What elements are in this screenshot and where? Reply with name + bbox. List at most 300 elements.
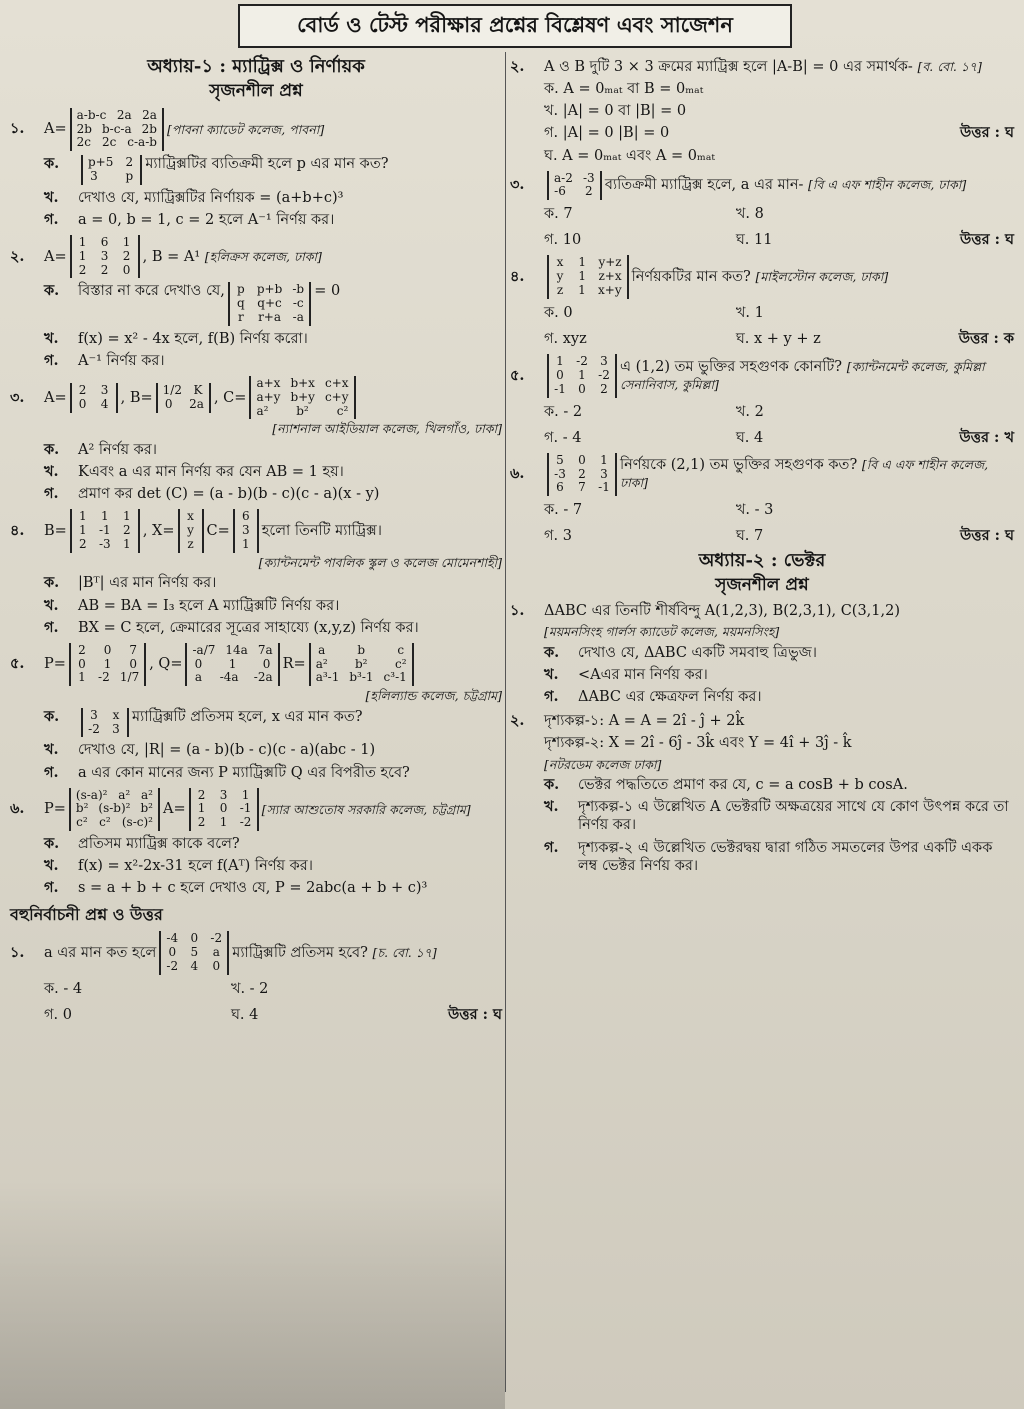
matrix <box>233 509 259 552</box>
matrix <box>70 509 140 552</box>
matrix-cell: z <box>556 283 564 298</box>
question-number: ৫. <box>510 366 525 384</box>
left-column <box>10 52 502 1029</box>
matrix-cell: p <box>125 168 134 183</box>
matrix-cell: 1 <box>197 801 206 816</box>
matrix-cell: x <box>112 707 120 722</box>
matrix-cell: 0 <box>168 945 177 960</box>
matrix-cell: -c <box>292 296 304 311</box>
section-title: সৃজনশীল প্রশ্ন <box>209 80 303 101</box>
matrix-cell: x+y <box>598 283 622 298</box>
question-source: [ক্যান্টনমেন্ট পাবলিক স্কুল ও কলেজ মোমেনশাহী] <box>258 554 502 570</box>
matrix-row <box>240 524 252 538</box>
part-label: খ. <box>44 188 59 206</box>
mcq-question <box>510 171 1014 201</box>
part-text: দেখাও যে, ΔABC একটি সমবাহু ত্রিভুজ। <box>578 644 817 661</box>
question-lhs: A= <box>162 801 186 818</box>
matrix-cell: 1 <box>556 354 564 369</box>
question-part <box>44 879 502 897</box>
matrix-cell: c+x <box>324 376 349 391</box>
matrix-cell: 1 <box>78 670 86 685</box>
matrix <box>249 376 355 419</box>
matrix-cell: -1 <box>598 480 610 495</box>
question-source: [হলিল্যান্ড কলেজ, চট্টগ্রাম] <box>365 688 502 704</box>
part-text: f(x) = x² - 4x হলে, f(B) নির্ণয় করো। <box>78 330 308 347</box>
matrix-row <box>554 468 610 482</box>
matrix-cell: 2 <box>585 184 593 199</box>
option: খ. - 3 <box>735 502 774 519</box>
matrix-cell: 1 <box>122 234 131 249</box>
matrix <box>159 931 229 974</box>
question <box>510 602 1014 620</box>
question-lhs: C= <box>206 523 230 540</box>
answer: উত্তর : ঘ <box>959 527 1014 545</box>
matrix-row <box>77 123 157 137</box>
part-label: ক. <box>44 835 60 853</box>
part-label: খ. <box>44 463 59 481</box>
matrix-cell: 1 <box>78 248 87 263</box>
question-lhs: A= <box>44 248 67 265</box>
matrix-cell: 7a <box>257 642 273 657</box>
question-source: [বি এ এফ শাহীন কলেজ, ঢাকা] <box>808 177 967 193</box>
matrix <box>69 643 146 686</box>
matrix-row <box>196 789 252 803</box>
part-text: দেখাও যে, |R| = (a - b)(b - c)(c - a)(abc - 1) <box>78 742 376 759</box>
question-number: ২. <box>510 58 525 75</box>
question-lhs: , C= <box>213 389 247 406</box>
question-lhs: A= <box>44 389 67 406</box>
matrix <box>70 383 118 413</box>
question-part <box>544 839 1014 875</box>
matrix-cell: 1/7 <box>119 670 140 685</box>
matrix-cell: 1 <box>78 523 87 538</box>
matrix-cell: 4 <box>190 959 199 974</box>
photo-shadow <box>0 1180 505 1409</box>
question <box>10 643 502 686</box>
matrix-cell: -2 <box>598 367 610 382</box>
matrix-cell: b² <box>140 801 153 816</box>
matrix-cell: 1 <box>122 509 131 524</box>
question-source: [ময়মনসিংহ গার্লস ক্যাডেট কলেজ, ময়মনসিংহ] <box>544 624 780 640</box>
matrix <box>547 171 602 201</box>
question-part <box>44 282 502 325</box>
part-label: গ. <box>44 351 59 369</box>
option: গ. - 4 <box>544 429 582 446</box>
matrix-cell: a-2 <box>554 170 573 185</box>
answer: উত্তর : ঘ <box>959 124 1014 142</box>
matrix-row <box>76 644 139 658</box>
mcq-question <box>510 255 1014 298</box>
matrix-cell: -2 <box>166 959 179 974</box>
part-label: খ. <box>544 798 559 816</box>
matrix-cell: 1 <box>103 656 112 671</box>
option: ক. - 2 <box>544 403 583 420</box>
mcq-options <box>44 980 502 1024</box>
question-part <box>44 741 502 759</box>
matrix-cell: 3 <box>100 248 109 263</box>
matrix-cell: c³-1 <box>383 670 407 685</box>
matrix-cell: 2a <box>189 396 204 411</box>
part-label: গ. <box>44 618 59 636</box>
matrix-cell: 2a <box>142 107 157 122</box>
mcq-question <box>10 931 502 974</box>
mcq-question <box>510 354 1014 397</box>
matrix-row <box>316 644 407 658</box>
mcq-options <box>544 304 1014 348</box>
question-part <box>44 485 502 503</box>
matrix-cell: c-a-b <box>127 135 157 150</box>
matrix-cell: -a <box>292 309 304 324</box>
matrix-cell: 6 <box>556 480 564 495</box>
matrix <box>70 108 164 151</box>
chapter-title: অধ্যায়-২ : ভেক্টর <box>698 550 826 572</box>
part-text: A⁻¹ নির্ণয় কর। <box>78 352 165 369</box>
matrix-cell: 1 <box>578 367 586 382</box>
matrix <box>309 643 414 686</box>
matrix <box>81 155 142 185</box>
matrix-cell: 1 <box>78 234 87 249</box>
question-source: [মাইলস্টোন কলেজ, ঢাকা] <box>755 269 889 285</box>
matrix-row <box>554 256 622 270</box>
matrix-row <box>316 658 407 672</box>
question-lhs: B= <box>44 523 67 540</box>
matrix-row <box>76 658 139 672</box>
question-number: ৬. <box>510 465 525 483</box>
matrix-row <box>76 789 153 803</box>
option: গ. |A| = 0 |B| = 0 <box>544 125 670 142</box>
option: ক. - 7 <box>544 502 583 519</box>
matrix-cell: 3 <box>219 787 228 802</box>
matrix-row <box>77 510 133 524</box>
question-part <box>44 835 502 853</box>
matrix-row <box>256 377 348 391</box>
matrix-cell: 7 <box>578 480 586 495</box>
matrix-cell: -2 <box>239 815 252 830</box>
question-source: [ক্যান্টনমেন্ট কলেজ, কুমিল্লা সেনানিবাস, কুমিল্লা] <box>620 358 985 392</box>
question-number: ৩. <box>510 176 525 194</box>
question-part <box>44 211 502 229</box>
chapter-title: অধ্যায়-১ : ম্যাট্রিক্স ও নির্ণায়ক <box>147 56 365 77</box>
matrix-row <box>240 538 252 552</box>
matrix-cell: y <box>187 523 194 538</box>
matrix-cell: 1 <box>78 509 87 524</box>
matrix <box>189 788 259 831</box>
part-label: ক. <box>44 707 60 725</box>
matrix-cell: 5 <box>190 945 199 960</box>
matrix-cell: -2 <box>98 670 110 685</box>
matrix-cell: 1 <box>241 537 250 551</box>
matrix-row <box>554 355 610 369</box>
matrix-cell: a <box>318 642 326 657</box>
matrix-cell: p+b <box>256 282 283 297</box>
column-divider <box>505 52 506 1392</box>
matrix-cell: 1/2 <box>162 382 182 397</box>
matrix-cell: -2 <box>576 354 588 369</box>
question-number: ৫. <box>10 655 25 673</box>
matrix-cell: -3 <box>554 466 566 481</box>
matrix-cell: 2c <box>101 135 117 150</box>
matrix-row <box>554 481 610 495</box>
question-part <box>44 764 502 782</box>
matrix-cell: 1 <box>228 656 237 671</box>
matrix-cell: 2 <box>122 248 131 263</box>
matrix-cell: a+x <box>256 376 281 391</box>
question-lhs: , Q= <box>149 656 183 673</box>
question-text: ΔABC এর তিনটি শীর্ষবিন্দু A(1,2,3), B(2,3,1), C(3,1,2) <box>544 603 900 620</box>
matrix-cell: 1 <box>241 787 250 802</box>
answer: উত্তর : খ <box>959 428 1014 446</box>
question-number: ২. <box>510 712 525 730</box>
matrix-cell: c+y <box>324 389 349 404</box>
matrix-cell: 3 <box>112 721 120 736</box>
matrix <box>178 509 204 552</box>
question-part <box>544 644 1014 662</box>
matrix-cell: 3 <box>241 523 250 538</box>
part-text: a এর কোন মানের জন্য P ম্যাট্রিক্সটি Q এর বিপরীত হবে? <box>78 764 410 781</box>
determinant <box>547 354 617 397</box>
question-text: a এর মান কত হলে <box>44 945 157 962</box>
matrix-cell: a³-1 <box>315 670 340 685</box>
mcq-section-title: বহুনির্বাচনী প্রশ্ন ও উত্তর <box>10 905 163 925</box>
matrix-cell: b² <box>354 656 368 671</box>
option: গ. 3 <box>544 528 572 545</box>
matrix-cell: 4 <box>100 396 109 411</box>
matrix-cell: 1 <box>100 509 109 524</box>
question-source: [ন্যাশনাল আইডিয়াল কলেজ, খিলগাঁও, ঢাকা] <box>272 421 502 437</box>
matrix-cell: 1 <box>219 815 228 830</box>
option: ঘ. A = 0ₘₐₜ এবং A = 0ₘₐₜ <box>544 147 715 164</box>
matrix-row <box>235 311 304 325</box>
matrix-row <box>554 454 610 468</box>
matrix-row <box>554 383 610 397</box>
matrix-cell: 0 <box>78 656 86 671</box>
matrix-row <box>256 405 348 419</box>
matrix-row <box>554 369 610 383</box>
part-text: a = 0, b = 1, c = 2 হলে A⁻¹ নির্ণয় কর। <box>78 211 335 228</box>
matrix-cell: -4 <box>166 931 179 946</box>
question-number: ১. <box>10 120 25 138</box>
matrix-row <box>88 170 135 184</box>
matrix-cell: 2 <box>125 155 134 170</box>
part-label: খ. <box>544 666 559 684</box>
part-label: গ. <box>544 688 559 706</box>
option: খ. 1 <box>735 304 764 321</box>
option: গ. 0 <box>44 1006 72 1023</box>
matrix-cell: c² <box>336 403 349 418</box>
matrix-cell: -2 <box>210 931 223 946</box>
matrix-cell: y+z <box>598 255 622 270</box>
question-lhs: , X= <box>142 523 175 540</box>
question <box>10 788 502 831</box>
question <box>510 712 1014 730</box>
question-lhs: P= <box>44 656 66 673</box>
matrix-row <box>192 658 272 672</box>
question-text: এ (1,2) তম ভুক্তির সহগুণক কোনটি? <box>620 358 843 375</box>
option: ঘ. 4 <box>735 429 764 446</box>
question-part <box>44 330 502 348</box>
determinant <box>547 255 629 298</box>
question-source: [নটরডেম কলেজ ঢাকা] <box>544 756 662 772</box>
matrix-cell: 2b <box>76 121 92 136</box>
question-part <box>44 597 502 615</box>
question-number: ৪. <box>10 522 25 540</box>
part-text: ভেক্টর পদ্ধতিতে প্রমাণ কর যে, c = a cosB + b cosA. <box>578 777 908 794</box>
option: ক. A = 0ₘₐₜ বা B = 0ₘₐₜ <box>544 81 704 98</box>
matrix-cell: z+x <box>598 269 622 284</box>
matrix-row <box>185 510 197 524</box>
matrix-cell: 0 <box>129 656 138 671</box>
matrix <box>81 708 129 738</box>
question-number: ১. <box>10 944 25 962</box>
question-part <box>44 352 502 370</box>
matrix-row <box>77 264 133 278</box>
part-label: ক. <box>44 282 60 300</box>
matrix-cell: 6 <box>100 234 109 249</box>
matrix-row <box>166 932 222 946</box>
matrix-cell: b² <box>296 403 309 418</box>
matrix-cell: -4a <box>219 670 239 685</box>
matrix-cell: q <box>236 296 245 311</box>
question-part <box>44 574 502 592</box>
matrix-cell: 0 <box>190 931 199 946</box>
question-lhs: R= <box>282 656 306 673</box>
matrix-cell: 3 <box>100 382 109 397</box>
section-title: সৃজনশীল প্রশ্ন <box>715 574 809 595</box>
matrix-cell: 0 <box>262 656 271 671</box>
part-label: গ. <box>44 210 59 228</box>
mcq-options <box>544 205 1014 249</box>
matrix-cell: -a/7 <box>192 642 216 657</box>
matrix-cell: a² <box>118 787 131 802</box>
part-text: দেখাও যে, ম্যাট্রিক্সটির নির্ণায়ক = (a+b+c)³ <box>78 189 344 206</box>
matrix-cell: 2 <box>578 466 586 481</box>
matrix-cell: 1 <box>600 452 608 467</box>
matrix-row <box>77 384 111 398</box>
question-source: [পাবনা ক্যাডেট কলেজ, পাবনা] <box>166 121 325 137</box>
matrix-cell: 5 <box>556 452 564 467</box>
matrix-cell: 0 <box>103 642 112 657</box>
option: ঘ. x + y + z <box>735 330 821 347</box>
part-text: ΔABC এর ক্ষেত্রফল নির্ণয় কর। <box>578 689 762 706</box>
matrix-cell: r+a <box>258 309 282 324</box>
matrix-cell: 6 <box>241 509 250 524</box>
question-lhs: A= <box>44 121 67 138</box>
right-column <box>510 52 1014 879</box>
matrix-row <box>256 391 348 405</box>
part-text: s = a + b + c হলে দেখাও যে, P = 2abc(a + b + c)³ <box>78 880 428 897</box>
part-text: দৃশ্যকল্প-২ এ উল্লেখিত ভেক্টরদ্বয় দ্বারা গঠিত সমতলের উপর একটি একক লম্ব ভেক্টর নির্ণয় কর। <box>578 839 993 874</box>
matrix-row <box>88 709 122 723</box>
matrix-cell: p+5 <box>88 155 114 170</box>
matrix-cell: 1 <box>578 255 587 270</box>
header-banner: বোর্ড ও টেস্ট পরীক্ষার প্রশ্নের বিশ্লেষণ এবং সাজেশন <box>238 4 792 48</box>
matrix-cell: c² <box>394 656 407 671</box>
part-text: প্রমাণ কর det (C) = (a - b)(b - c)(c - a)(x - y) <box>78 486 380 503</box>
matrix-cell: (s-b)² <box>98 801 131 816</box>
matrix-cell: 2 <box>78 537 87 551</box>
matrix-cell: K <box>193 382 203 397</box>
matrix-cell: 3 <box>90 168 98 183</box>
part-text: বিস্তার না করে দেখাও যে, <box>78 283 225 300</box>
matrix-row <box>77 524 133 538</box>
question <box>10 235 502 278</box>
matrix-cell: 2 <box>78 642 86 657</box>
mcq-question <box>510 453 1014 496</box>
matrix-cell: 0 <box>194 656 203 671</box>
part-text: ম্যাট্রিক্সটি প্রতিসম হলে, x এর মান কত? <box>132 708 363 725</box>
part-text: দৃশ্যকল্প-১ এ উল্লেখিত A ভেক্টরটি অক্ষত্রয়ের সাথে যে কোণ উৎপন্ন করে তা নির্ণয় কর। <box>578 799 1009 834</box>
matrix <box>185 643 279 686</box>
question-part <box>544 688 1014 706</box>
matrix-row <box>235 297 304 311</box>
part-text: f(x) = x²-2x-31 হলে f(Aᵀ) নির্ণয় কর। <box>78 858 313 875</box>
question-text: নির্ণয়কে (2,1) তম ভুক্তির সহগুণক কত? <box>620 457 858 474</box>
matrix-row <box>88 723 122 737</box>
part-label: খ. <box>44 596 59 614</box>
question-number: ৩. <box>10 388 25 406</box>
matrix-row <box>554 270 622 284</box>
option: খ. 2 <box>735 403 764 420</box>
matrix-cell: b+y <box>290 389 315 404</box>
matrix-cell: 0 <box>578 381 586 396</box>
matrix-row <box>192 671 272 685</box>
matrix-row <box>163 398 204 412</box>
answer: উত্তর : ক <box>958 329 1014 347</box>
part-label: গ. <box>44 485 59 503</box>
part-text: A² নির্ণয় কর। <box>78 442 157 459</box>
question-source: [ব. বো. ১৭] <box>917 59 982 74</box>
option: ঘ. 11 <box>735 232 773 249</box>
part-label: গ. <box>44 763 59 781</box>
matrix-cell: -1 <box>98 523 111 538</box>
matrix-row <box>316 671 407 685</box>
option: খ. - 2 <box>230 980 269 997</box>
matrix-cell: 0 <box>164 396 173 411</box>
matrix-row <box>235 283 304 297</box>
matrix-cell: a² <box>256 403 269 418</box>
matrix-cell: y <box>556 269 564 284</box>
matrix-row <box>554 284 622 298</box>
question-part <box>44 189 502 207</box>
option: গ. xyz <box>544 330 587 347</box>
part-text: BX = C হলে, ক্রেমারের সূত্রের সাহায্যে (x,y,z) নির্ণয় কর। <box>78 619 419 636</box>
option: গ. 10 <box>544 232 582 249</box>
matrix <box>156 383 211 413</box>
matrix-cell: (s-a)² <box>75 787 108 802</box>
part-text: AB = BA = I₃ হলে A ম্যাট্রিক্সটি নির্ণয় কর। <box>78 597 340 614</box>
matrix-cell: (s-c)² <box>121 815 153 830</box>
matrix <box>69 788 160 831</box>
question-number: ৬. <box>10 800 25 818</box>
question-text: A ও B দুটি 3 × 3 ক্রমের ম্যাট্রিক্স হলে |A-B| = 0 এর সমার্থক- <box>544 59 913 75</box>
part-label: ক. <box>44 441 60 459</box>
question-part <box>44 857 502 875</box>
matrix-cell: -1 <box>239 801 252 816</box>
matrix-cell: b-c-a <box>101 121 132 136</box>
matrix-row <box>77 236 133 250</box>
matrix-row <box>554 172 595 186</box>
question-text: ম্যাট্রিক্সটি প্রতিসম হবে? <box>232 945 368 962</box>
matrix-cell: c² <box>99 815 111 830</box>
question-part <box>544 666 1014 684</box>
matrix-cell: 2 <box>197 815 206 830</box>
matrix-row <box>77 136 157 150</box>
question-lhs: , B= <box>120 389 153 406</box>
question-part <box>44 155 502 185</box>
matrix-cell: a² <box>315 656 328 671</box>
matrix-cell: 1 <box>578 269 587 284</box>
matrix-cell: 3 <box>90 707 98 722</box>
